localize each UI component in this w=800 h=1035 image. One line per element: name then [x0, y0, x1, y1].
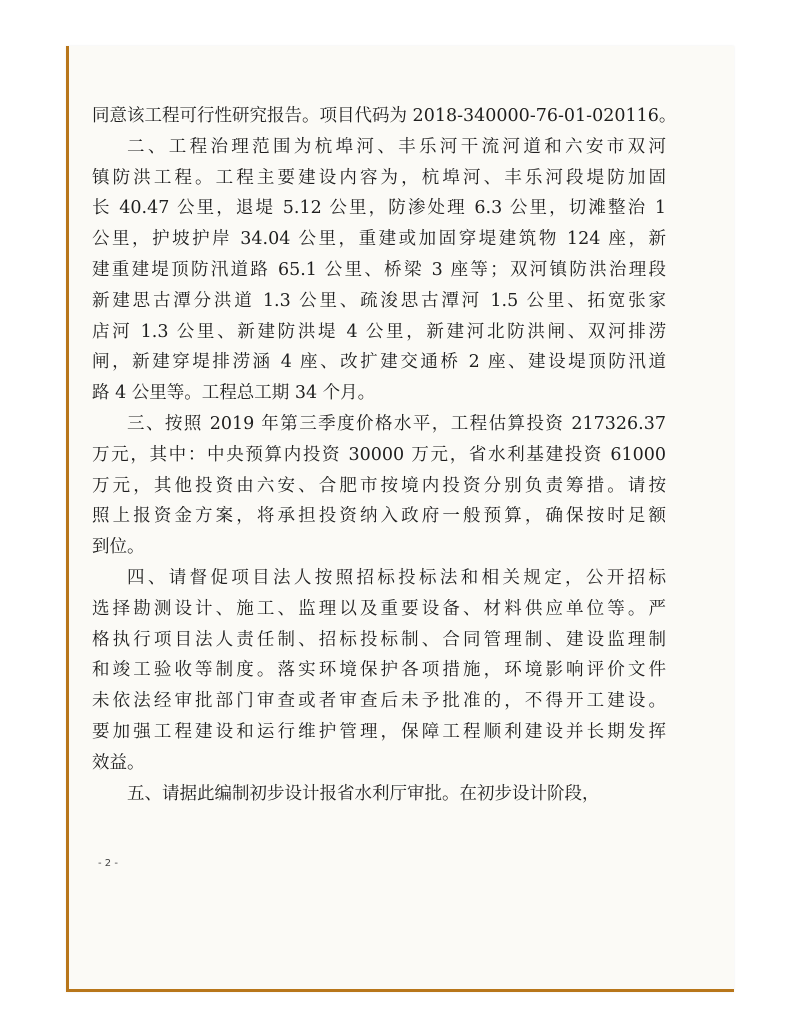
- text-line: 格执行项目法人责任制、招标投标制、合同管理制、建设监理制: [92, 629, 666, 650]
- text-line: 和竣工验收等制度。落实环境保护各项措施，环境影响评价文件: [92, 660, 666, 681]
- page-edge-left: [66, 46, 69, 992]
- text-line: 店河 1.3 公里、新建防洪堤 4 公里，新建河北防洪闸、双河排涝: [92, 321, 666, 342]
- text-line: 闸，新建穿堤排涝涵 4 座、改扩建交通桥 2 座、建设堤顶防汛道: [92, 352, 666, 373]
- text-line: 选择勘测设计、施工、监理以及重要设备、材料供应单位等。严: [92, 598, 666, 619]
- text-line: 建重建堤顶防汛道路 65.1 公里、桥梁 3 座等；双河镇防洪治理段: [92, 259, 666, 280]
- text-line: 照上报资金方案，将承担投资纳入政府一般预算，确保按时足额: [92, 506, 666, 527]
- text-line: 长 40.47 公里，退堤 5.12 公里，防渗处理 6.3 公里，切滩整治 1: [92, 198, 666, 219]
- text-line: 效益。: [92, 752, 145, 773]
- text-line: 四、请督促项目法人按照招标投标法和相关规定，公开招标: [127, 567, 666, 588]
- text-line: 万元，其他投资由六安、合肥市按境内投资分别负责筹措。请按: [92, 475, 666, 496]
- text-line: 同意该工程可行性研究报告。项目代码为 2018-340000-76-01-020116。: [92, 106, 677, 126]
- text-line: 到位。: [92, 537, 145, 558]
- text-line: 要加强工程建设和运行维护管理，保障工程顺利建设并长期发挥: [92, 721, 666, 742]
- text-line: 万元，其中：中央预算内投资 30000 万元，省水利基建投资 61000: [92, 444, 666, 465]
- text-line: 新建思古潭分洪道 1.3 公里、疏浚思古潭河 1.5 公里、拓宽张家: [92, 290, 666, 311]
- text-line: 公里，护坡护岸 34.04 公里，重建或加固穿堤建筑物 124 座，新: [92, 229, 666, 250]
- text-line: 三、按照 2019 年第三季度价格水平，工程估算投资 217326.37: [127, 413, 666, 434]
- page-edge-bottom: [66, 989, 734, 992]
- page-number: - 2 -: [98, 858, 118, 869]
- text-line: 五、请据此编制初步设计报省水利厅审批。在初步设计阶段，: [127, 783, 600, 804]
- text-line: 镇防洪工程。工程主要建设内容为，杭埠河、丰乐河段堤防加固: [92, 167, 666, 188]
- text-line: 路 4 公里等。工程总工期 34 个月。: [92, 383, 376, 404]
- document-body: [92, 101, 677, 809]
- text-line: 二、工程治理范围为杭埠河、丰乐河干流河道和六安市双河: [127, 136, 666, 157]
- text-line: 未依法经审批部门审查或者审查后未予批准的，不得开工建设。: [92, 691, 666, 712]
